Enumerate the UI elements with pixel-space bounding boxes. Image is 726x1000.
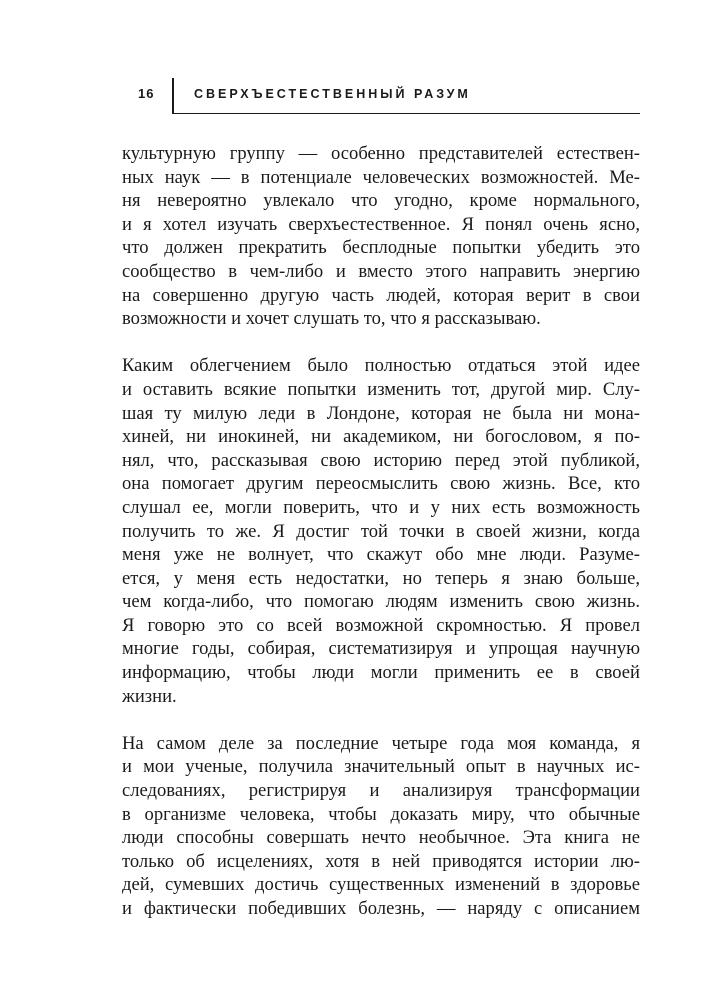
text-line: Каким облегчением было полностью отдаться этой идее <box>122 355 640 377</box>
text-line: культурную группу — особенно представителей естествен- <box>122 143 640 164</box>
text-line: шая ту милую леди в Лондоне, которая не была ни мона- <box>122 402 640 424</box>
text-line: хиней, ни инокиней, ни академиком, ни богословом, я по- <box>122 426 640 448</box>
text-line: в организме человека, чтобы доказать миру, что обычные <box>122 803 640 825</box>
body-text <box>122 142 640 921</box>
text-line: и я хотел изучать сверхъестественное. Я понял очень ясно, <box>122 213 640 235</box>
text-line: на совершенно другую часть людей, которая верит в свои <box>122 284 640 306</box>
text-line: нял, что, рассказывая свою историю перед этой публикой, <box>122 449 640 471</box>
header-divider <box>172 78 174 114</box>
paragraph <box>122 732 640 921</box>
text-line: ется, у меня есть недостатки, но теперь я знаю больше, <box>122 567 640 589</box>
page-number: 16 <box>138 86 155 101</box>
text-line: сообщество в чем-либо и вместо этого направить энергию <box>122 260 640 282</box>
text-line: и фактически победивших болезнь, — наряду с описанием <box>122 898 640 919</box>
paragraph <box>122 354 640 708</box>
page-header <box>122 78 640 114</box>
text-line: только об исцелениях, хотя в ней приводятся истории лю- <box>122 850 640 872</box>
text-line: чем когда-либо, что помогаю людям изменить свою жизнь. <box>122 591 640 613</box>
text-line: ных наук — в потенциале человеческих возможностей. Ме- <box>122 166 640 188</box>
text-line: жизни. <box>122 685 177 707</box>
header-rule <box>172 113 640 115</box>
text-line: ня невероятно увлекало что угодно, кроме нормального, <box>122 190 640 212</box>
running-title: СВЕРХЪЕСТЕСТВЕННЫЙ РАЗУМ <box>194 87 471 101</box>
text-line: многие годы, собирая, систематизируя и упрощая научную <box>122 638 640 660</box>
text-line: слушал ее, могли поверить, что и у них есть возможность <box>122 496 640 518</box>
text-line: она помогает другим переосмыслить свою жизнь. Все, кто <box>122 473 640 495</box>
text-line: информацию, чтобы люди могли применить ее в своей <box>122 662 640 684</box>
text-line: На самом деле за последние четыре года моя команда, я <box>122 732 640 754</box>
text-line: и оставить всякие попытки изменить тот, другой мир. Слу- <box>122 378 640 400</box>
paragraph <box>122 142 640 331</box>
text-line: что должен прекратить бесплодные попытки убедить это <box>122 237 640 259</box>
text-line: дей, сумевших достичь существенных изменений в здоровье <box>122 874 640 896</box>
text-line: Я говорю это со всей возможной скромностью. Я провел <box>122 614 640 636</box>
text-line: люди способны совершать нечто необычное. Эта книга не <box>122 827 640 849</box>
text-line: меня уже не волнует, что скажут обо мне люди. Разуме- <box>122 544 640 566</box>
text-line: возможности и хочет слушать то, что я рассказываю. <box>122 308 541 330</box>
text-line: получить то же. Я достиг той точки в своей жизни, когда <box>122 520 640 542</box>
text-line: следованиях, регистрируя и анализируя трансформации <box>122 780 640 802</box>
text-line: и мои ученые, получила значительный опыт в научных ис- <box>122 756 640 778</box>
